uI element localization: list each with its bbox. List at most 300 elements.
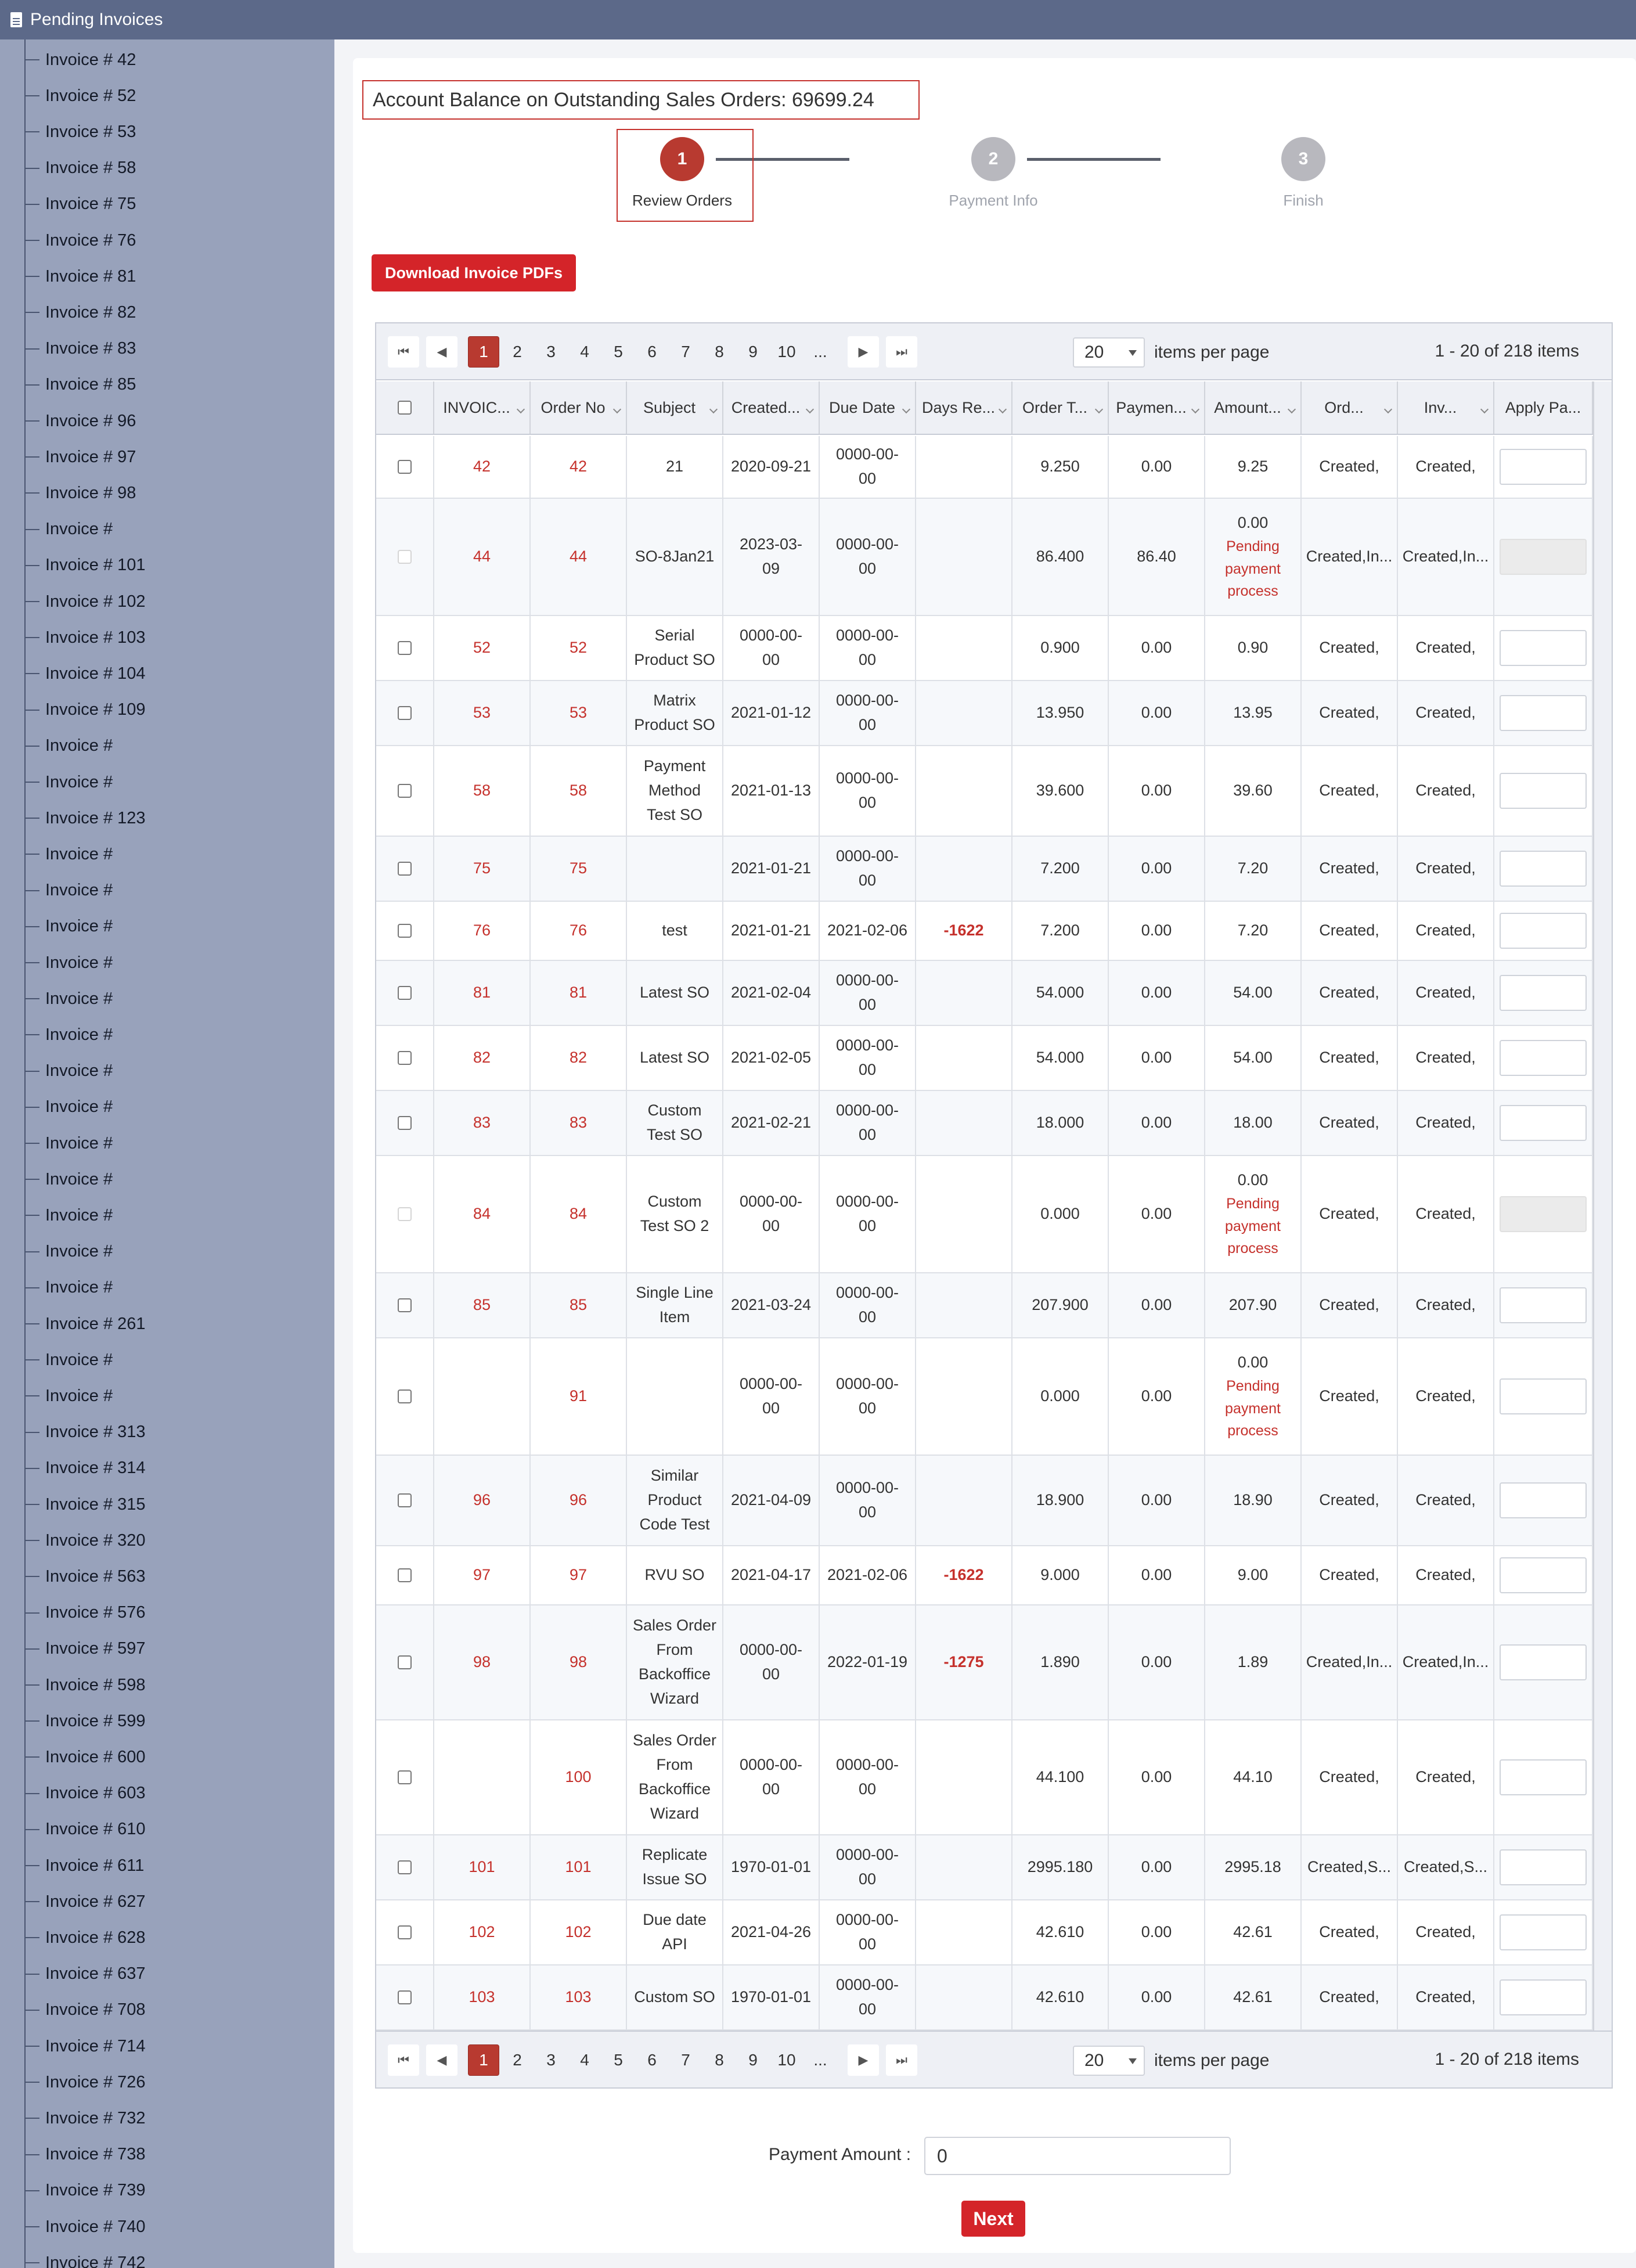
cell-order-no[interactable]: 53 [531,681,627,745]
tree-branch [24,1720,39,1722]
sidebar-invoice-item[interactable] [24,1745,146,1769]
sidebar-invoice-item[interactable] [24,1926,146,1949]
sidebar-invoice-item[interactable] [24,915,113,938]
amount-value: 39.60 [1233,782,1273,800]
cell-invoice[interactable]: 102 [434,1900,531,1964]
apply-payment-input[interactable] [1500,1979,1587,2015]
row-checkbox[interactable] [398,1493,412,1507]
tree-branch [24,348,39,350]
amount-wrap [1233,1488,1273,1513]
step-1-label: Review Orders [632,192,732,209]
cell-invoice[interactable]: 101 [434,1835,531,1899]
page-3-button[interactable]: 3 [546,343,556,361]
cell-order-no[interactable]: 82 [531,1026,627,1090]
sidebar-invoice-item[interactable] [24,2143,146,2166]
column-header-apply-payment[interactable] [1494,381,1593,434]
tree-branch [24,926,39,927]
column-header-due-date[interactable] [820,381,916,434]
cell-select [376,616,434,680]
last-page-button[interactable] [886,2044,917,2076]
sidebar-invoice-label: Invoice # 739 [45,2181,146,2200]
cell-payment: 0.00 [1109,1091,1205,1155]
sidebar-invoice-item[interactable] [24,445,136,469]
cell-days: -1622 [916,1546,1012,1604]
cell-invoice-status: Created, [1398,1720,1494,1834]
sidebar-invoice-item[interactable] [24,2179,146,2202]
page-10-button[interactable]: 10 [777,343,796,361]
amount-value: 18.00 [1233,1114,1273,1132]
column-header-payment[interactable] [1109,381,1205,434]
table-row [376,902,1593,961]
cell-created: 2021-01-21 [723,837,820,901]
sidebar-invoice-item[interactable] [24,301,136,324]
page-size-select[interactable] [1073,337,1145,368]
sidebar-invoice-item[interactable] [24,987,113,1010]
sidebar-invoice-item[interactable] [24,1276,113,1299]
cell-invoice-status: Created,In... [1398,499,1494,615]
cell-order-no[interactable]: 100 [531,1720,627,1834]
row-checkbox[interactable] [398,641,412,655]
cell-order-total: 0.000 [1012,1338,1109,1455]
sidebar-invoice-item[interactable] [24,2251,146,2268]
cell-subject: Custom Test SO 2 [627,1156,723,1272]
prev-page-button[interactable] [426,336,457,368]
sidebar-invoice-item[interactable] [24,735,113,758]
cell-invoice[interactable]: 83 [434,1091,531,1155]
sidebar-invoice-item[interactable] [24,1637,146,1661]
cell-amount [1205,1456,1302,1545]
apply-payment-input[interactable] [1500,1557,1587,1593]
cell-created: 2021-04-17 [723,1546,820,1604]
cell-payment: 0.00 [1109,1026,1205,1090]
cell-order-status: Created, [1302,1965,1398,2029]
sidebar-invoice-item[interactable] [24,1890,146,1913]
table-row [376,1900,1593,1965]
amount-value: 54.00 [1233,984,1273,1002]
cell-invoice[interactable]: 42 [434,436,531,498]
apply-payment-input[interactable] [1500,449,1587,485]
page-size-select[interactable] [1073,2046,1145,2076]
sidebar-invoice-item[interactable] [24,265,136,288]
page-5-button[interactable]: 5 [614,2051,623,2069]
cell-order-no[interactable]: 91 [531,1338,627,1455]
cell-days [916,746,1012,836]
page-9-button[interactable]: 9 [748,343,758,361]
sidebar-invoice-item[interactable] [24,2107,146,2130]
tree-branch [24,601,39,602]
amount-value: 0.00 [1237,513,1269,531]
cell-due-date: 0000-00- 00 [820,681,916,745]
step-1-circle: 1 [660,137,704,181]
row-checkbox[interactable] [398,1990,412,2004]
amount-value: 42.61 [1233,1923,1273,1941]
tree-branch [24,854,39,855]
apply-payment-input[interactable] [1500,773,1587,809]
sidebar-invoice-item[interactable] [24,120,136,143]
cell-days: -1275 [916,1605,1012,1719]
cell-invoice-status: Created, [1398,961,1494,1025]
apply-payment-input[interactable] [1500,1040,1587,1076]
cell-order-no[interactable]: 76 [531,902,627,960]
row-checkbox[interactable] [398,986,412,1000]
cell-order-no[interactable]: 81 [531,961,627,1025]
table-row [376,681,1593,746]
sidebar-invoice-item[interactable] [24,518,113,541]
row-checkbox[interactable] [398,1770,412,1784]
row-checkbox[interactable] [398,862,412,876]
cell-order-no[interactable]: 103 [531,1965,627,2029]
cell-payment: 0.00 [1109,681,1205,745]
row-checkbox[interactable] [398,1655,412,1669]
sidebar-invoice-label: Invoice # [45,736,113,755]
row-checkbox[interactable] [398,460,412,474]
cell-payment: 0.00 [1109,1605,1205,1719]
column-header-created[interactable] [723,381,820,434]
apply-payment-input[interactable] [1500,630,1587,666]
cell-invoice[interactable]: 82 [434,1026,531,1090]
amount-value: 207.90 [1228,1296,1277,1314]
sidebar-invoice-item[interactable] [24,662,146,685]
last-page-button[interactable] [886,336,917,368]
cell-order-total: 9.000 [1012,1546,1109,1604]
cell-invoice[interactable]: 52 [434,616,531,680]
cell-payment: 0.00 [1109,1546,1205,1604]
row-checkbox[interactable] [398,1051,412,1065]
sidebar-invoice-item[interactable] [24,1457,146,1480]
page-size-value: 20 [1084,2051,1104,2070]
cell-invoice-status: Created, [1398,837,1494,901]
sidebar-invoice-label: Invoice # [45,953,113,972]
select-all-checkbox[interactable] [398,401,412,415]
apply-payment-input[interactable] [1500,539,1587,575]
apply-payment-input[interactable] [1500,1196,1587,1232]
sidebar-invoice-label: Invoice # [45,1278,113,1297]
sidebar-invoice-item[interactable] [24,1709,146,1733]
table-row [376,1835,1593,1900]
column-header-amount[interactable] [1205,381,1302,434]
cell-due-date: 0000-00- 00 [820,1091,916,1155]
apply-payment-input[interactable] [1500,1482,1587,1518]
tree-branch [24,1143,39,1144]
sidebar-invoice-item[interactable] [24,337,136,361]
cell-invoice[interactable]: 96 [434,1456,531,1545]
row-checkbox[interactable] [398,1207,412,1221]
sidebar-invoice-item[interactable] [24,1204,113,1227]
column-header-order-total[interactable] [1012,381,1109,434]
page-2-button[interactable]: 2 [513,343,522,361]
cell-apply-payment [1494,436,1593,498]
vertical-scrollbar[interactable] [1593,381,1612,2031]
sidebar-invoice-item[interactable] [24,1854,144,1877]
column-header-days[interactable] [916,381,1012,434]
cell-order-status: Created, [1302,1273,1398,1337]
sidebar-invoice-item[interactable] [24,1999,146,2022]
cell-invoice[interactable]: 53 [434,681,531,745]
apply-payment-input[interactable] [1500,1105,1587,1141]
amount-value: 54.00 [1233,1049,1273,1067]
cell-invoice[interactable]: 58 [434,746,531,836]
sidebar-invoice-item[interactable] [24,1818,146,1841]
cell-due-date: 2021-02-06 [820,902,916,960]
next-page-button[interactable] [848,336,879,368]
page-more-button[interactable]: ... [813,343,827,361]
chevron-down-icon [1384,405,1392,413]
cell-order-no[interactable]: 52 [531,616,627,680]
cell-invoice[interactable]: 85 [434,1273,531,1337]
sidebar-invoice-item[interactable] [24,1168,113,1191]
column-header-invoice[interactable] [434,381,531,434]
cell-order-no[interactable]: 44 [531,499,627,615]
amount-wrap [1233,1765,1273,1790]
sidebar-invoice-label: Invoice # 600 [45,1747,146,1766]
tree-branch [24,1107,39,1108]
sidebar-invoice-item[interactable] [24,807,146,830]
cell-select [376,436,434,498]
sidebar-invoice-item[interactable] [24,554,146,577]
page-1-button[interactable]: 1 [468,336,499,368]
column-header-label: Order No [540,398,606,416]
first-page-icon: ⏮ [398,2053,409,2067]
sidebar-invoice-item[interactable] [24,771,113,794]
cell-order-total: 39.600 [1012,746,1109,836]
row-checkbox[interactable] [398,924,412,938]
sidebar-invoice-item[interactable] [24,2215,146,2238]
page-4-button[interactable]: 4 [580,343,589,361]
sidebar-invoice-item[interactable] [24,2071,146,2094]
cell-apply-payment [1494,837,1593,901]
cell-order-no[interactable]: 101 [531,1835,627,1899]
column-header-label: Order T... [1022,398,1088,416]
cell-invoice[interactable]: 98 [434,1605,531,1719]
row-checkbox[interactable] [398,706,412,720]
sidebar-invoice-item[interactable] [24,1384,113,1407]
cell-order-status: Created, [1302,1900,1398,1964]
row-checkbox[interactable] [398,1568,412,1582]
cell-invoice[interactable] [434,1720,531,1834]
amount-value: 0.90 [1237,639,1269,657]
column-header-subject[interactable] [627,381,723,434]
page-5-button[interactable]: 5 [614,343,623,361]
sidebar-invoice-item[interactable] [24,1493,146,1516]
download-invoice-pdfs-button[interactable]: Download Invoice PDFs [372,254,576,291]
first-page-button[interactable] [388,336,419,368]
cell-due-date: 0000-00- 00 [820,1338,916,1455]
row-checkbox[interactable] [398,1925,412,1939]
cell-order-no[interactable]: 75 [531,837,627,901]
page-9-button[interactable]: 9 [748,2051,758,2069]
cell-subject: Latest SO [627,961,723,1025]
cell-order-no[interactable]: 96 [531,1456,627,1545]
sidebar-invoice-item[interactable] [24,626,146,649]
cell-due-date: 0000-00- 00 [820,616,916,680]
sidebar-invoice-label: Invoice # 109 [45,700,146,719]
cell-order-no[interactable]: 97 [531,1546,627,1604]
page-8-button[interactable]: 8 [715,2051,724,2069]
apply-payment-input[interactable] [1500,1759,1587,1795]
cell-order-no[interactable]: 42 [531,436,627,498]
cell-order-no[interactable]: 98 [531,1605,627,1719]
cell-order-no[interactable]: 84 [531,1156,627,1272]
page-7-button[interactable]: 7 [681,2051,690,2069]
cell-invoice[interactable]: 97 [434,1546,531,1604]
cell-select [376,1546,434,1604]
cell-order-total: 86.400 [1012,499,1109,615]
apply-payment-input[interactable] [1500,1849,1587,1885]
sidebar-invoice-item[interactable] [24,1312,146,1335]
cell-invoice[interactable]: 84 [434,1156,531,1272]
prev-page-button[interactable] [426,2044,457,2076]
cell-days [916,961,1012,1025]
row-checkbox[interactable] [398,1298,412,1312]
row-checkbox[interactable] [398,1860,412,1874]
row-checkbox[interactable] [398,1116,412,1130]
sidebar-invoice-label: Invoice # 42 [45,50,136,69]
apply-payment-input[interactable] [1500,1287,1587,1323]
apply-payment-input[interactable] [1500,913,1587,949]
cell-order-no[interactable]: 83 [531,1091,627,1155]
cell-amount [1205,1026,1302,1090]
next-button[interactable]: Next [961,2201,1025,2237]
sidebar-invoice-item[interactable] [24,590,146,613]
cell-invoice[interactable]: 76 [434,902,531,960]
sidebar-invoice-item[interactable] [24,157,136,180]
sidebar-invoice-item[interactable] [24,1673,146,1697]
row-checkbox[interactable] [398,550,412,564]
payment-amount-input[interactable] [924,2137,1231,2175]
row-checkbox[interactable] [398,1389,412,1403]
sidebar-invoice-item[interactable] [24,1096,113,1119]
first-page-icon: ⏮ [398,344,409,359]
cell-order-status: Created, [1302,681,1398,745]
cell-due-date: 0000-00- 00 [820,1026,916,1090]
cell-payment: 0.00 [1109,1456,1205,1545]
cell-invoice-status: Created, [1398,1965,1494,2029]
sidebar-invoice-label: Invoice # [45,881,113,900]
sidebar-invoice-item[interactable] [24,48,136,71]
sidebar-invoice-item[interactable] [24,1601,146,1625]
table-row [376,436,1593,499]
sidebar-invoice-item[interactable] [24,1023,113,1046]
apply-payment-input[interactable] [1500,695,1587,731]
page-4-button[interactable]: 4 [580,2051,589,2069]
cell-created: 2021-02-05 [723,1026,820,1090]
sidebar-invoice-item[interactable] [24,1963,146,1986]
tree-branch [24,276,39,277]
cell-amount [1205,1835,1302,1899]
first-page-button[interactable] [388,2044,419,2076]
column-header-order-status[interactable] [1302,381,1398,434]
cell-order-no[interactable]: 58 [531,746,627,836]
page-8-button[interactable]: 8 [715,343,724,361]
sidebar-invoice-item[interactable] [24,373,136,397]
cell-amount [1205,746,1302,836]
cell-subject: Serial Product SO [627,616,723,680]
page-6-button[interactable]: 6 [647,343,657,361]
sidebar-invoice-label: Invoice # 603 [45,1784,146,1803]
sidebar-invoice-label: Invoice # [45,1097,113,1117]
sidebar-invoice-item[interactable] [24,84,136,107]
sidebar-invoice-item[interactable] [24,1565,146,1588]
amount-value: 9.00 [1237,1566,1269,1584]
sidebar-invoice-item[interactable] [24,1240,113,1263]
sidebar-invoice-item[interactable] [24,951,113,974]
page-6-button[interactable]: 6 [647,2051,657,2069]
amount-wrap [1238,919,1269,943]
cell-invoice[interactable]: 75 [434,837,531,901]
sidebar-invoice-item[interactable] [24,1421,146,1444]
sidebar-invoice-item[interactable] [24,1348,113,1371]
next-page-button[interactable] [848,2044,879,2076]
cell-created: 0000-00- 00 [723,1720,820,1834]
sidebar-invoice-label: Invoice # [45,1386,113,1405]
cell-order-no[interactable]: 85 [531,1273,627,1337]
apply-payment-input[interactable] [1500,851,1587,887]
sidebar-invoice-label: Invoice # [45,1025,113,1044]
cell-invoice-status: Created, [1398,1338,1494,1455]
row-checkbox[interactable] [398,784,412,798]
table-row [376,961,1593,1026]
amount-value: 13.95 [1233,704,1273,722]
sidebar-invoice-item[interactable] [24,409,136,433]
page-3-button[interactable]: 3 [546,2051,556,2069]
sidebar-invoice-item[interactable] [24,193,136,216]
cell-created: 2021-02-04 [723,961,820,1025]
cell-order-total: 44.100 [1012,1720,1109,1834]
page-more-button[interactable]: ... [813,2051,827,2069]
cell-invoice[interactable]: 44 [434,499,531,615]
sidebar-invoice-item[interactable] [24,2035,146,2058]
tree-branch [24,1071,39,1072]
table-row [376,1546,1593,1605]
sidebar-invoice-item[interactable] [24,1782,146,1805]
amount-wrap [1238,856,1269,881]
page-10-button[interactable]: 10 [777,2051,796,2069]
page-2-button[interactable]: 2 [513,2051,522,2069]
sidebar-invoice-label: Invoice # 96 [45,411,136,430]
apply-payment-input[interactable] [1500,1644,1587,1680]
page-7-button[interactable]: 7 [681,343,690,361]
column-header-order-no[interactable] [531,381,627,434]
cell-order-no[interactable]: 102 [531,1900,627,1964]
sidebar-invoice-item[interactable] [24,1132,113,1155]
cell-invoice-status: Created, [1398,616,1494,680]
sidebar-invoice-item[interactable] [24,843,113,866]
apply-payment-input[interactable] [1500,975,1587,1011]
cell-due-date: 0000-00- 00 [820,1900,916,1964]
column-header-label: Ord... [1324,398,1364,416]
page-1-button[interactable]: 1 [468,2044,499,2076]
cell-invoice[interactable] [434,1338,531,1455]
cell-amount [1205,499,1302,615]
sidebar-invoice-item[interactable] [24,1060,113,1083]
sidebar-invoice-item[interactable] [24,879,113,902]
sidebar-invoice-item[interactable] [24,699,146,722]
sidebar-invoice-item[interactable] [24,481,136,505]
column-header-label: Amount... [1214,398,1281,416]
cell-invoice[interactable]: 103 [434,1965,531,2029]
sidebar-invoice-item[interactable] [24,229,136,252]
cell-amount [1205,436,1302,498]
cell-order-total: 2995.180 [1012,1835,1109,1899]
cell-invoice[interactable]: 81 [434,961,531,1025]
apply-payment-input[interactable] [1500,1378,1587,1414]
sidebar-invoice-label: Invoice # [45,1133,113,1153]
apply-payment-input[interactable] [1500,1914,1587,1950]
column-header-label: Created... [731,398,801,416]
sidebar-invoice-item[interactable] [24,1529,146,1552]
column-header-invoice-status[interactable] [1398,381,1494,434]
cell-days [916,837,1012,901]
